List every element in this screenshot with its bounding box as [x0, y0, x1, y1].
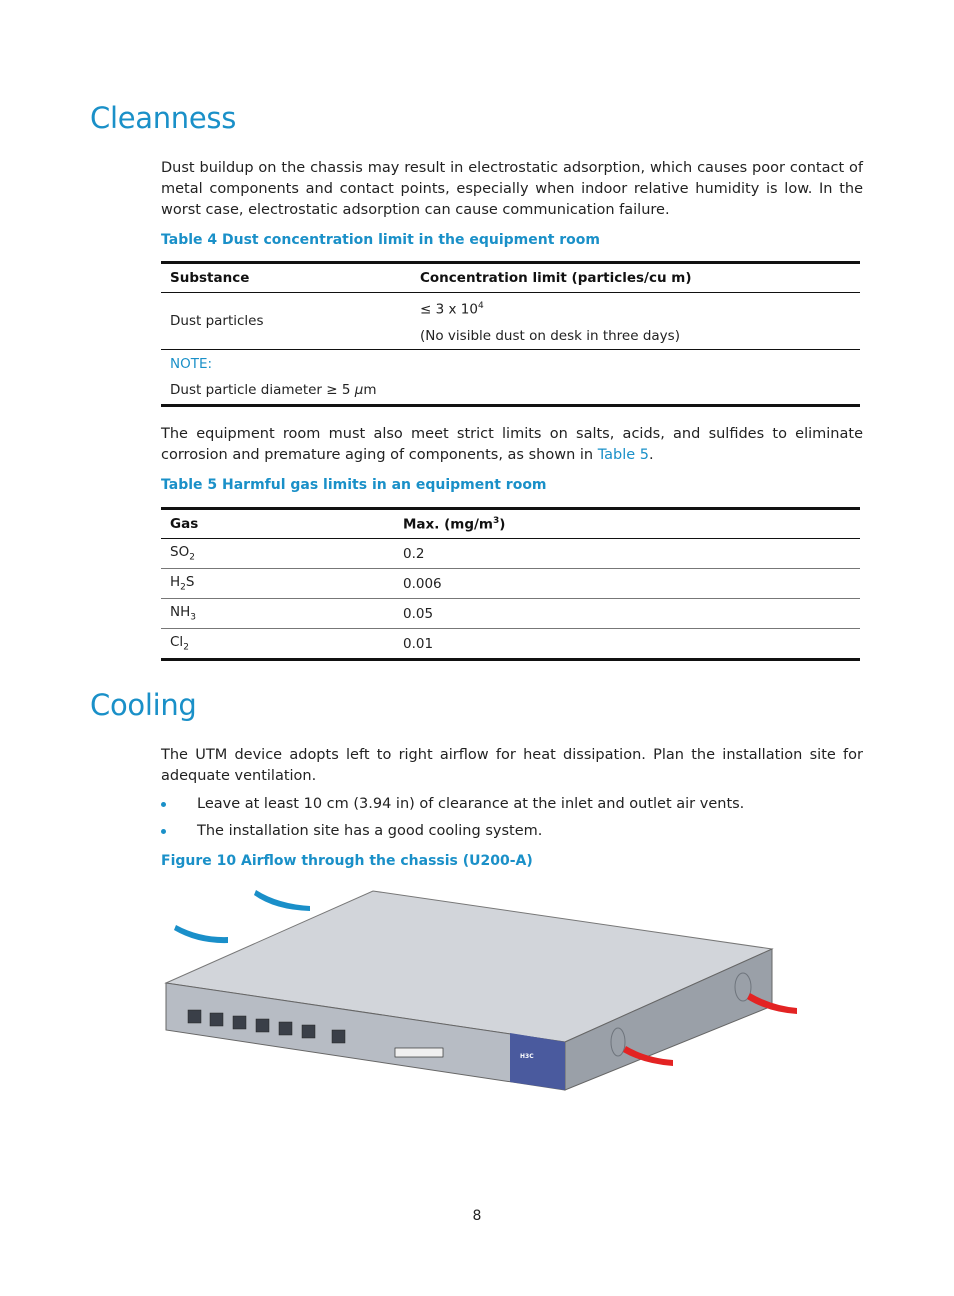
cell-gas: $NH_3$	[170, 604, 196, 623]
cell-gas: $Cl_2$	[170, 634, 189, 653]
port-icon	[188, 1010, 201, 1023]
note-label: NOTE:	[170, 355, 213, 372]
section-title-cleanness: Cleanness	[90, 101, 237, 135]
table5-caption: Table 5 Harmful gas limits in an equipment room	[161, 477, 547, 493]
cf-slot-icon	[395, 1048, 443, 1057]
header-substance: Substance	[170, 270, 250, 286]
page-number: 8	[472, 1208, 482, 1224]
port-icon	[233, 1016, 246, 1029]
cell-gas: $H_2S$	[170, 574, 195, 593]
limit-value: ≤ 3 x $10^4$	[420, 301, 484, 318]
cell-max: 0.006	[403, 575, 442, 592]
cleanness-intro: Dust buildup on the chassis may result in electrostatic adsorption, which causes poor contact of metal components and contact points, especially when indoor relative humidity is low. In the worst case, electrostatic adsorption can cause communication failure.	[161, 160, 863, 218]
cleanness-para2: The equipment room must also meet strict limits on salts, acids, and sulfides to eliminate corrosion and premature aging of components, as shown in Table 5.	[161, 426, 863, 463]
port-icon	[210, 1013, 223, 1026]
table-row	[161, 569, 860, 599]
port-icon	[332, 1030, 345, 1043]
cell-substance: Dust particles	[170, 312, 264, 329]
figure10-caption: Figure 10 Airflow through the chassis (U200-A)	[161, 853, 533, 869]
list-item: The installation site has a good cooling system.	[161, 818, 863, 845]
front-panel-band	[510, 1033, 565, 1090]
note-text: Dust particle diameter ≥ 5 μm	[170, 381, 377, 398]
section-title-cooling: Cooling	[90, 688, 197, 722]
header-concentration: Concentration limit (particles/cu m)	[420, 270, 692, 286]
table5-link[interactable]: Table 5	[597, 447, 650, 463]
list-item: Leave at least 10 cm (3.94 in) of clearance at the inlet and outlet air vents.	[161, 791, 863, 818]
airflow-figure	[160, 880, 810, 1100]
cooling-bullet-list	[161, 791, 863, 845]
table4-caption: Table 4 Dust concentration limit in the equipment room	[161, 232, 600, 248]
cell-limit	[411, 293, 860, 350]
gas-limit-table	[161, 507, 860, 661]
cell-gas: $SO_2$	[170, 544, 195, 563]
device-logo: H3C	[520, 1053, 534, 1060]
limit-note: (No visible dust on desk in three days)	[420, 327, 680, 344]
cell-max: 0.01	[403, 635, 434, 652]
header-gas: Gas	[170, 516, 199, 532]
bullet-icon	[161, 829, 166, 834]
port-icon	[279, 1022, 292, 1035]
header-max: Max. $(mg/m^3)$	[403, 515, 506, 533]
table-row	[161, 293, 860, 350]
table-row	[161, 629, 860, 660]
dust-limit-table	[161, 261, 860, 407]
table-row	[161, 599, 860, 629]
cell-max: 0.2	[403, 545, 425, 562]
cooling-intro: The UTM device adopts left to right airflow for heat dissipation. Plan the installation site for adequate ventilation.	[161, 747, 863, 784]
port-icon	[256, 1019, 269, 1032]
note-row	[161, 349, 860, 405]
cell-max: 0.05	[403, 605, 434, 622]
table-row	[161, 539, 860, 569]
bullet-icon	[161, 802, 166, 807]
port-icon	[302, 1025, 315, 1038]
